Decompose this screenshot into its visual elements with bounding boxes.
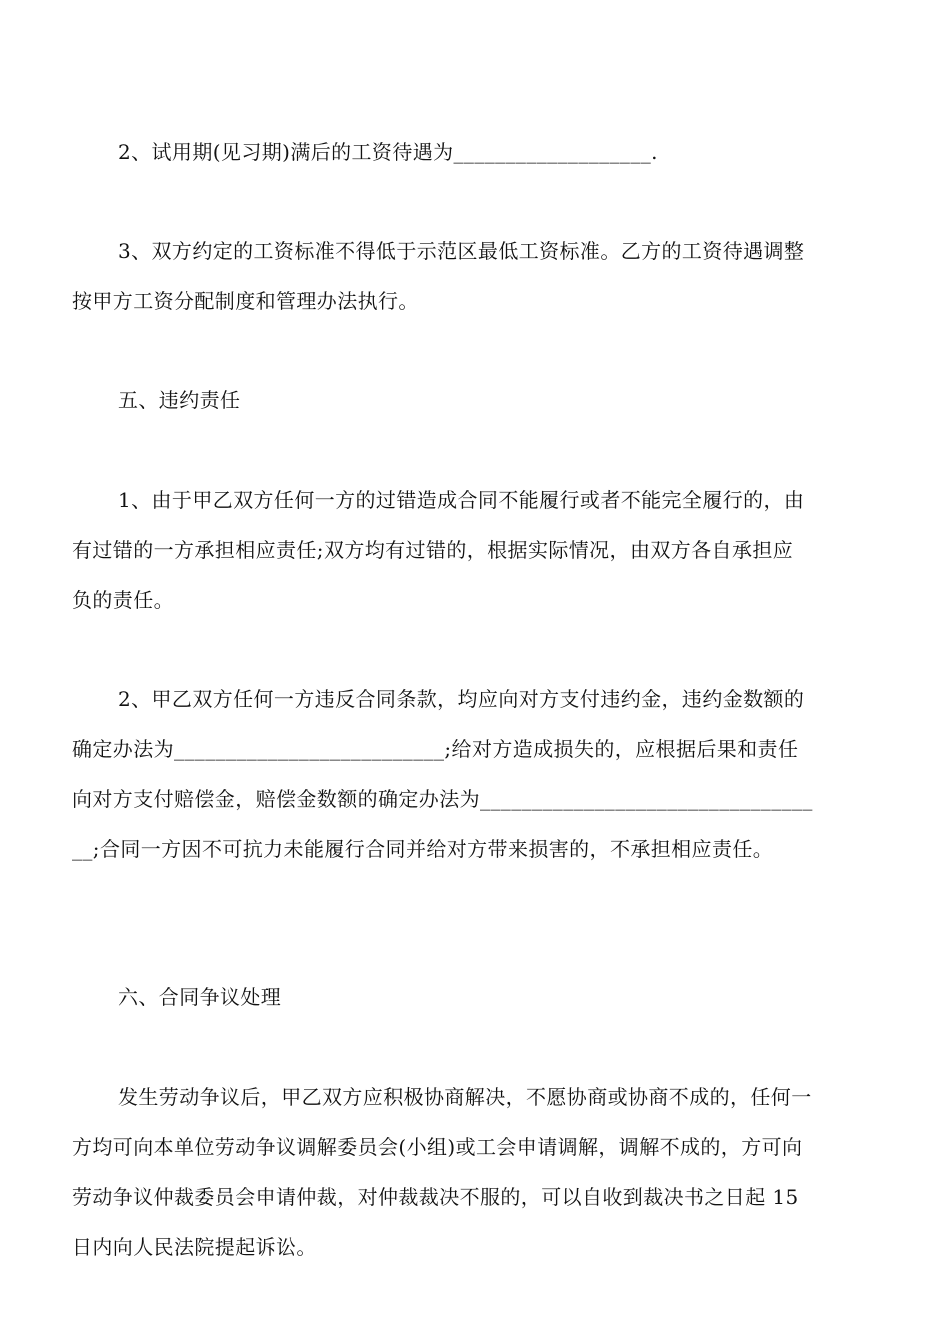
paragraph-breach-2-line-3: 向对方支付赔偿金，赔偿金数额的确定办法为________________________________ [72, 787, 813, 811]
paragraph-breach-1-line-2: 有过错的一方承担相应责任;双方均有过错的，根据实际情况，由双方各自承担应 [72, 538, 794, 562]
paragraph-wage-after-probation: 2、试用期(见习期)满后的工资待遇为___________________. [118, 140, 658, 164]
paragraph-dispute-line-4: 日内向人民法院提起诉讼。 [72, 1235, 317, 1259]
paragraph-dispute-line-3: 劳动争议仲裁委员会申请仲裁，对仲裁裁决不服的，可以自收到裁决书之日起 15 [72, 1185, 799, 1209]
paragraph-dispute-line-1: 发生劳动争议后，甲乙双方应积极协商解决，不愿协商或协商不成的，任何一 [118, 1085, 812, 1109]
paragraph-breach-1-line-1: 1、由于甲乙双方任何一方的过错造成合同不能履行或者不能完全履行的，由 [118, 488, 805, 512]
paragraph-dispute-line-2: 方均可向本单位劳动争议调解委员会(小组)或工会申请调解，调解不成的，方可向 [72, 1135, 803, 1159]
heading-contract-dispute: 六、合同争议处理 [118, 985, 282, 1009]
paragraph-wage-standard-line-2: 按甲方工资分配制度和管理办法执行。 [72, 289, 419, 313]
paragraph-breach-1-line-3: 负的责任。 [72, 588, 174, 612]
paragraph-breach-2-line-2: 确定办法为__________________________;给对方造成损失的，应根据后果和责任 [72, 737, 799, 761]
paragraph-wage-standard-line-1: 3、双方约定的工资标准不得低于示范区最低工资标准。乙方的工资待遇调整 [118, 239, 805, 263]
paragraph-breach-2-line-4: __;合同一方因不可抗力未能履行合同并给对方带来损害的，不承担相应责任。 [72, 837, 774, 861]
paragraph-breach-2-line-1: 2、甲乙双方任何一方违反合同条款，均应向对方支付违约金，违约金数额的 [118, 687, 805, 711]
heading-breach-liability: 五、违约责任 [118, 388, 241, 412]
